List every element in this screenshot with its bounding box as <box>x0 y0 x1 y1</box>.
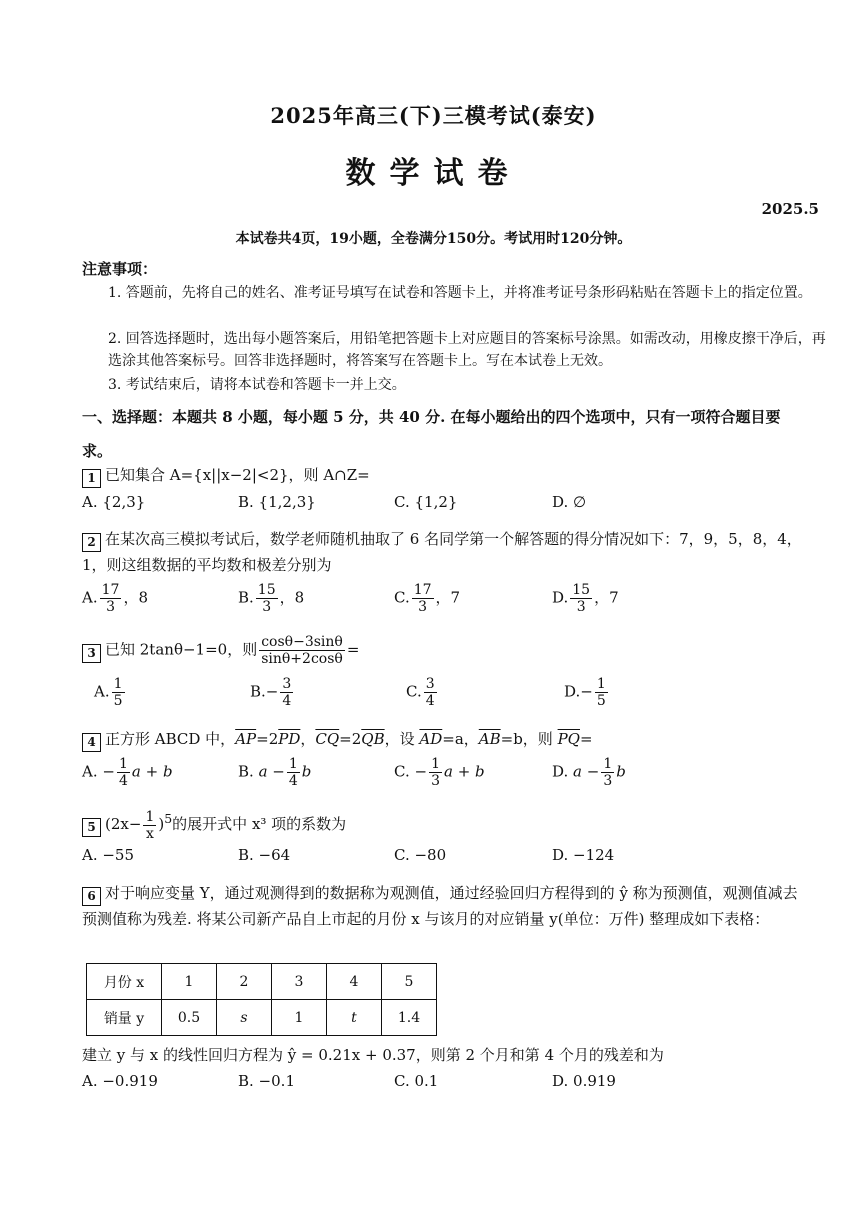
exam-summary: 本试卷共4页，19小题，全卷满分150分。考试用时120分钟。 <box>235 231 632 247</box>
exam-title: 2025年高三(下)三模考试(泰安) <box>270 103 597 128</box>
question-2-options <box>82 582 802 618</box>
question-5-options <box>82 846 802 876</box>
subject-title: 数学试卷 <box>345 156 522 191</box>
exam-date: 2025.5 <box>761 200 819 218</box>
option-a[interactable]: A. −55 <box>82 846 135 864</box>
fraction: $\frac{\cos\theta-3\sin\theta}{\sin\theta+2\cos\theta}$ <box>261 634 343 667</box>
question-number: 1 <box>82 469 101 488</box>
notice-heading: 注意事项： <box>82 260 158 278</box>
option-b[interactable]: B. a − $\frac{1}{4}$ b <box>238 756 312 789</box>
vector-ap: $\overline{AP}$ <box>235 730 257 748</box>
question-4-options <box>82 756 802 792</box>
option-a[interactable]: A. $\frac{1}{5}$ <box>94 676 123 709</box>
vector-ab: $\overline{AB}$ <box>478 730 501 748</box>
option-b[interactable]: B. {1,2,3} <box>238 493 316 511</box>
option-c[interactable]: C. $\frac{3}{4}$ <box>406 676 435 709</box>
option-c[interactable]: C. − $\frac{1}{3}$ a + b <box>394 756 485 789</box>
question-number: 5 <box>82 818 101 837</box>
option-c[interactable]: C. 0.1 <box>394 1072 439 1090</box>
question-4: 4 正方形 ABCD 中，$\overline{AP}=2\overline{PD}$，$\overline{CQ}=2\overline{QB}$，设 $\overline{AD}=a$，$\overline{AB}=b$，则 $\overline{PQ}=$ <box>82 726 802 752</box>
question-1 <box>82 462 802 488</box>
question-5: 5 (2x− $\frac{1}{x}$ )$^5$的展开式中 x³ 项的系数为 <box>82 806 802 842</box>
option-d[interactable]: D. 0.919 <box>552 1072 616 1090</box>
option-c[interactable]: C. $\frac{17}{3}$ ，7 <box>394 582 461 615</box>
table-row: 销量 y 0.5 s 1 t 1.4 <box>87 1000 437 1036</box>
vector-qb: $\overline{QB}$ <box>361 730 385 748</box>
question-text: 的展开式中 x³ 项的系数为 <box>172 815 347 833</box>
option-c[interactable]: C. −80 <box>394 846 447 864</box>
option-a[interactable]: A. −0.919 <box>82 1072 158 1090</box>
option-a[interactable]: A. − $\frac{1}{4}$ a + b <box>82 756 173 789</box>
question-number: 6 <box>82 887 101 906</box>
question-6 <box>82 880 802 932</box>
option-b[interactable]: B.− $\frac{3}{4}$ <box>250 676 292 709</box>
option-c[interactable]: C. {1,2} <box>394 493 458 511</box>
question-number: 3 <box>82 644 101 663</box>
table-row: 月份 x 1 2 3 4 5 <box>87 964 437 1000</box>
question-3-options <box>94 676 814 712</box>
question-number: 4 <box>82 733 101 752</box>
question-3: 3 已知 2tanθ−1=0，则 $\frac{\cos\theta-3\sin\theta}{\sin\theta+2\cos\theta}$ = <box>82 634 802 667</box>
question-6-options <box>82 1072 802 1102</box>
option-d[interactable]: D. a − $\frac{1}{3}$ b <box>552 756 626 789</box>
question-6-followup: 建立 y 与 x 的线性回归方程为 ŷ = 0.21x + 0.37，则第 2 个月和第 4 个月的残差和为 <box>82 1046 664 1064</box>
question-text: 已知 2tanθ−1=0，则 <box>105 640 258 659</box>
question-2 <box>82 526 802 578</box>
option-d[interactable]: D. −124 <box>552 846 615 864</box>
vector-pd: $\overline{PD}$ <box>278 730 301 748</box>
data-table <box>86 963 437 1036</box>
option-d[interactable]: D. ∅ <box>552 493 587 511</box>
notice-item-1: 1. 答题前，先将自己的姓名、准考证号填写在试卷和答题卡上，并将准考证号条形码粘贴在答题卡上的指定位置。 <box>108 285 812 301</box>
option-d[interactable]: D.− $\frac{1}{5}$ <box>564 676 606 709</box>
question-number: 2 <box>82 533 101 552</box>
notice-item-3: 3. 考试结束后，请将本试卷和答题卡一并上交。 <box>108 377 406 393</box>
vector-ad: $\overline{AD}$ <box>419 730 443 748</box>
option-d[interactable]: D. $\frac{15}{3}$ ，7 <box>552 582 619 615</box>
question-1-options <box>82 493 802 523</box>
vector-pq: $\overline{PQ}$ <box>557 730 580 748</box>
option-a[interactable]: A. $\frac{17}{3}$ ，8 <box>82 582 148 615</box>
notice-item-2: 2. 回答选择题时，选出每小题答案后，用铅笔把答题卡上对应题目的答案标号涂黑。如需改动，用橡皮擦干净后，再选涂其他答案标号。回答非选择题时，将答案写在答题卡上。写在本试卷上无效。 <box>108 331 826 369</box>
question-text: 已知集合 A={x||x−2|<2}，则 A∩Z= <box>105 466 370 484</box>
section-title: 一、选择题：本题共 8 小题，每小题 5 分，共 40 分. 在每小题给出的四个选项中，只有一项符合题目要求。 <box>82 408 781 460</box>
question-text: 在某次高三模拟考试后，数学老师随机抽取了 6 名同学第一个解答题的得分情况如下：7，9，5，8，4，1，则这组数据的平均数和极差分别为 <box>82 530 802 574</box>
option-a[interactable]: A. {2,3} <box>82 493 146 511</box>
option-b[interactable]: B. $\frac{15}{3}$ ，8 <box>238 582 305 615</box>
vector-cq: $\overline{CQ}$ <box>315 730 340 748</box>
option-b[interactable]: B. −64 <box>238 846 291 864</box>
question-text: 对于响应变量 Y，通过观测得到的数据称为观测值，通过经验回归方程得到的 ŷ 称为预测值，观测值减去预测值称为残差. 将某公司新产品自上市起的月份 x 与该月的对应销量 y(单位：万件) 整理成如下表格： <box>82 884 798 928</box>
option-b[interactable]: B. −0.1 <box>238 1072 295 1090</box>
